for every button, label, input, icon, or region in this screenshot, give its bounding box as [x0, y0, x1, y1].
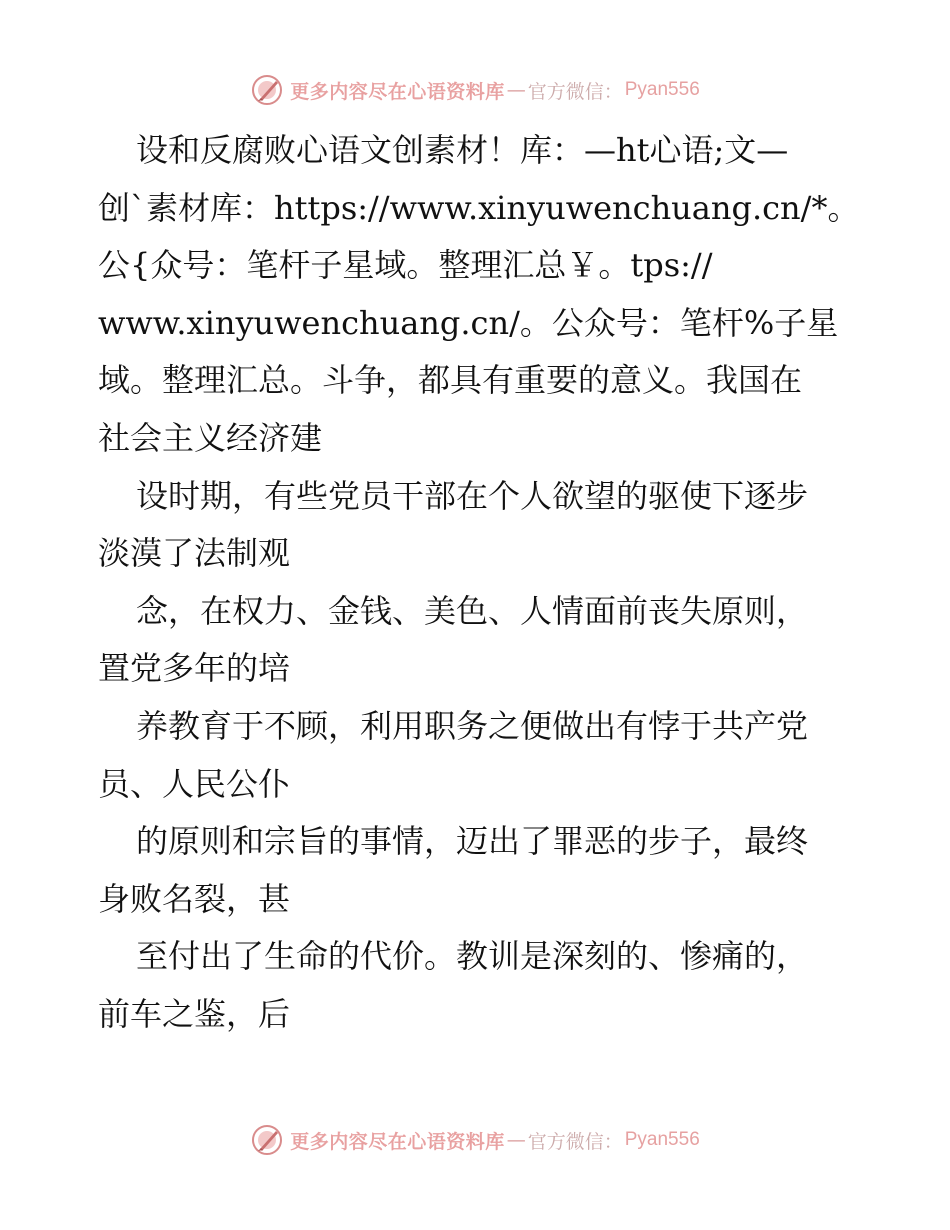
banner-text: 更多内容尽在心语资料库 [290, 1130, 505, 1153]
text-line: 念，在权力、金钱、美色、人情面前丧失原则， [136, 591, 809, 630]
text-line: 养教育于不顾，利用职务之便做出有悖于共产党 [136, 706, 809, 745]
banner-wechat-id: Pyan556 [624, 1129, 700, 1150]
brand-logo-icon [250, 1123, 284, 1157]
banner-wechat-id: Pyan556 [624, 79, 700, 100]
banner-dash: — [506, 79, 526, 101]
text-line: 员、人民公仆 [98, 764, 291, 803]
document-body [98, 122, 858, 1044]
footer-banner [0, 1120, 950, 1160]
text-line: 身败名裂，甚 [98, 879, 291, 918]
text-line: www.xinyuwenchuang.cn/。公众号：笔杆%子星 [98, 303, 839, 342]
text-line: 的原则和宗旨的事情，迈出了罪恶的步子，最终 [136, 822, 809, 861]
banner-text: 更多内容尽在心语资料库 [290, 80, 505, 103]
text-line: 至付出了生命的代价。教训是深刻的、惨痛的， [136, 937, 809, 976]
banner-dash: — [506, 1129, 526, 1151]
text-line: 社会主义经济建 [98, 418, 323, 457]
text-line: 创`素材库：https://www.xinyuwenchuang.cn/*。 [98, 188, 860, 227]
text-line: 设和反腐败心语文创素材！库：—ht心语;文— [136, 131, 789, 169]
text-line: 域。整理汇总。斗争，都具有重要的意义。我国在 [98, 361, 803, 400]
banner-wechat-label: 官方微信： [527, 1130, 623, 1153]
header-banner [0, 70, 950, 110]
banner-wechat-label: 官方微信： [527, 80, 623, 103]
text-line: 淡漠了法制观 [98, 534, 291, 573]
text-line: 置党多年的培 [98, 649, 291, 688]
text-line: 前车之鉴，后 [98, 994, 291, 1033]
brand-logo-icon [250, 73, 284, 107]
text-line: 公{众号：笔杆子星域。整理汇总￥。tps:// [98, 246, 713, 285]
text-line: 设时期，有些党员干部在个人欲望的驱使下逐步 [136, 476, 809, 515]
